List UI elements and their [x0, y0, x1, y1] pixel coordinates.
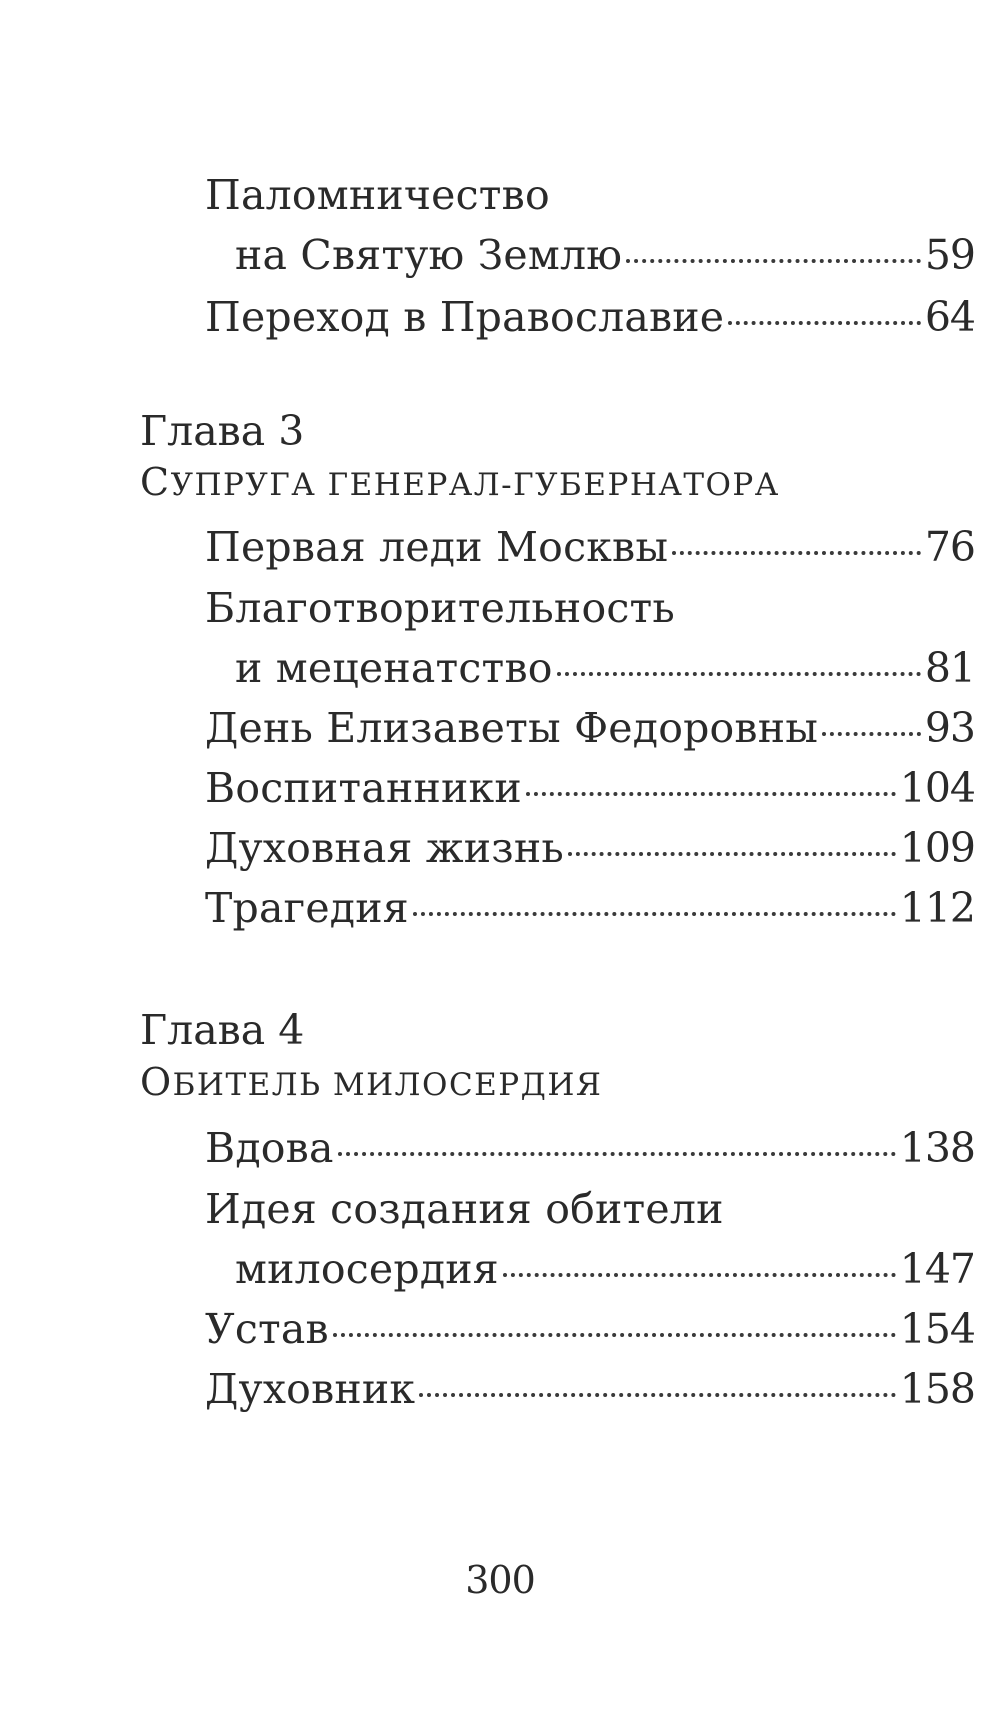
- toc-entry-convent-idea[interactable]: [205, 1179, 975, 1299]
- toc-page-number: 93: [924, 704, 975, 752]
- toc-entry-title-line1: Благотворительность: [205, 584, 675, 632]
- toc-page-number: 138: [899, 1124, 975, 1172]
- dot-leader: [626, 259, 921, 263]
- toc-entry-title-line2: на Святую Землю: [235, 231, 623, 279]
- toc-entry-title: Духовник: [205, 1365, 416, 1413]
- subtitle-initial: С: [140, 460, 171, 504]
- dot-leader: [568, 852, 896, 856]
- toc-page-number: 104: [899, 764, 975, 812]
- chapter-4-subtitle: [140, 1062, 602, 1105]
- toc-page-number: 154: [899, 1305, 975, 1353]
- toc-entry-title: Устав: [205, 1305, 329, 1353]
- toc-entry-title: Переход в Православие: [205, 293, 725, 341]
- toc-entry-title: Духовная жизнь: [205, 824, 564, 872]
- subtitle-initial: О: [140, 1060, 173, 1104]
- toc-entry-title: Воспитанники: [205, 764, 522, 812]
- toc-entry-tragedy[interactable]: [205, 878, 975, 938]
- chapter-4-label: Глава 4: [140, 1006, 305, 1054]
- dot-leader: [338, 1152, 896, 1156]
- dot-leader: [503, 1273, 896, 1277]
- toc-entry-spiritual-life[interactable]: [205, 818, 975, 878]
- toc-page-number: 112: [899, 884, 975, 932]
- subtitle-rest: БИТЕЛЬ МИЛОСЕРДИЯ: [172, 1067, 603, 1103]
- toc-entry-elizabeth-day[interactable]: [205, 698, 975, 758]
- toc-entry-title: Вдова: [205, 1124, 334, 1172]
- page-number: 300: [465, 1558, 535, 1602]
- dot-leader: [526, 792, 896, 796]
- dot-leader: [672, 551, 921, 555]
- toc-entry-title: Первая леди Москвы: [205, 523, 669, 571]
- toc-page-number: 109: [899, 824, 975, 872]
- toc-page-number: 64: [924, 293, 975, 341]
- toc-page-number: 147: [899, 1245, 975, 1293]
- toc-entry-orthodoxy[interactable]: [205, 287, 975, 347]
- toc-entry-title-line1: Паломничество: [205, 171, 550, 219]
- toc-page-number: 81: [924, 644, 975, 692]
- dot-leader: [728, 321, 921, 325]
- toc-entry-charter[interactable]: [205, 1299, 975, 1359]
- toc-entry-title-line2: милосердия: [235, 1245, 499, 1293]
- dot-leader: [822, 732, 921, 736]
- toc-entry-pupils[interactable]: [205, 758, 975, 818]
- toc-entry-title: День Елизаветы Федоровны: [205, 704, 819, 752]
- toc-entry-title: Трагедия: [205, 884, 409, 932]
- toc-page-number: 59: [924, 231, 975, 279]
- chapter-3-subtitle: [140, 462, 780, 505]
- subtitle-rest: УПРУГА ГЕНЕРАЛ-ГУБЕРНАТОРА: [170, 467, 780, 503]
- toc-entry-title-line1: Идея создания обители: [205, 1185, 724, 1233]
- toc-entry-pilgrimage[interactable]: [205, 165, 975, 285]
- toc-page-number: 158: [899, 1365, 975, 1413]
- toc-entry-widow[interactable]: [205, 1118, 975, 1178]
- dot-leader: [419, 1393, 896, 1397]
- dot-leader: [413, 912, 896, 916]
- toc-entry-charity[interactable]: [205, 578, 975, 698]
- toc-entry-first-lady[interactable]: [205, 517, 975, 577]
- toc-entry-title-line2: и меценатство: [235, 644, 553, 692]
- toc-page-number: 76: [924, 523, 975, 571]
- dot-leader: [557, 672, 921, 676]
- dot-leader: [333, 1333, 896, 1337]
- chapter-3-label: Глава 3: [140, 407, 305, 455]
- toc-entry-confessor[interactable]: [205, 1359, 975, 1419]
